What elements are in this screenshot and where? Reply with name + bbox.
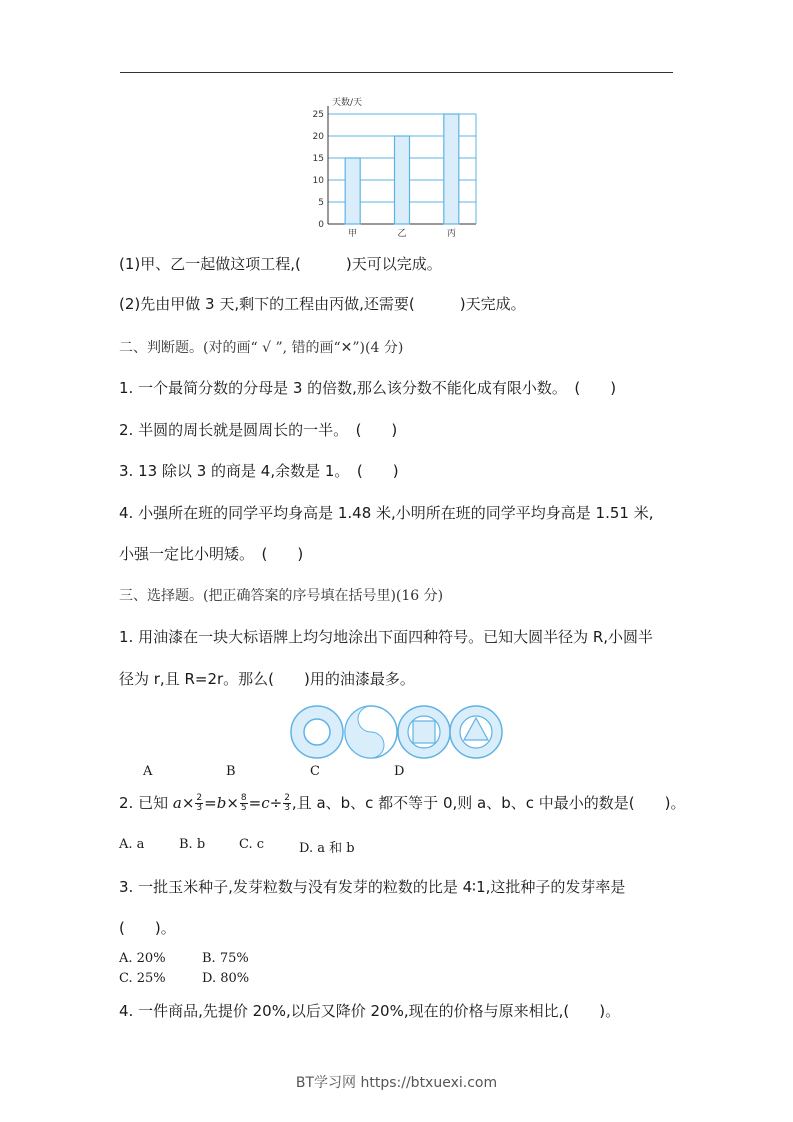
symbol-c <box>398 706 450 758</box>
fraction-numerator: 2 <box>284 793 290 803</box>
fraction-numerator: 8 <box>240 793 247 803</box>
judge-item-4: 4. 小强所在班的同学平均身高是 1.48 米,小明所在班的同学平均身高是 1.51 米, <box>119 504 654 522</box>
symbol-a <box>291 706 343 758</box>
section-3-title: 三、选择题。(把正确答案的序号填在括号里)(16 分) <box>119 588 444 604</box>
paint-symbols <box>285 701 507 763</box>
judge-item-3: 3. 13 除以 3 的商是 4,余数是 1。 ( ) <box>119 462 399 480</box>
symbol-b <box>345 706 397 758</box>
choice-q1-line1: 1. 用油漆在一块大标语牌上均匀地涂出下面四种符号。已知大圆半径为 R,小圆半 <box>119 628 654 646</box>
fraction-2-3 <box>195 794 203 813</box>
fraction-2-3b <box>283 794 291 813</box>
bar <box>444 114 459 224</box>
q3-choice-a: A. 20% <box>119 951 166 966</box>
q2-choice-b: B. b <box>179 837 206 852</box>
q3-choice-c: C. 25% <box>119 971 166 986</box>
var-b: b <box>216 794 227 812</box>
choice-q2-prefix: 2. 已知 <box>119 794 173 812</box>
chart-bars <box>345 114 459 224</box>
question-1-1: (1)甲、乙一起做这项工程,( )天可以完成。 <box>119 255 442 273</box>
y-tick-label: 15 <box>312 154 324 164</box>
choice-q2-suffix: ,且 a、b、c 都不等于 0,则 a、b、c 中最小的数是( )。 <box>291 794 686 812</box>
y-tick-label: 25 <box>312 110 324 120</box>
bar-chart <box>300 92 500 244</box>
symbol-label-c: C <box>310 764 320 779</box>
symbol-d <box>450 706 502 758</box>
y-tick-label: 10 <box>312 176 324 186</box>
judge-item-2: 2. 半圆的周长就是圆周长的一半。 ( ) <box>119 421 398 439</box>
equals-sign-2: = <box>248 794 262 812</box>
choice-q1-line2: 径为 r,且 R=2r。那么( )用的油漆最多。 <box>119 670 415 688</box>
var-a: a <box>172 794 182 812</box>
symbol-label-a: A <box>143 764 153 779</box>
fraction-numerator: 2 <box>196 793 203 803</box>
chart-y-label: 天数/天 <box>332 98 363 108</box>
fraction-denominator: 5 <box>240 803 247 813</box>
q2-choice-d: D. a 和 b <box>299 841 355 856</box>
fraction-denominator: 3 <box>284 803 290 813</box>
header-rule <box>120 72 673 73</box>
y-tick-label: 0 <box>318 220 324 230</box>
choice-q3-line2: ( )。 <box>119 919 176 937</box>
q3-choice-d: D. 80% <box>202 971 250 986</box>
section-2-title: 二、判断题。(对的画“ √ ”, 错的画“✕”)(4 分) <box>119 340 404 356</box>
symbol-label-d: D <box>394 764 405 779</box>
symbol-label-b: B <box>226 764 236 779</box>
bar <box>345 158 360 224</box>
q2-choice-c: C. c <box>239 837 265 852</box>
divide-sign: ÷ <box>269 794 283 812</box>
choice-q3-line1: 3. 一批玉米种子,发芽粒数与没有发芽的粒数的比是 4∶1,这批种子的发芽率是 <box>119 878 626 896</box>
times-sign-2: × <box>226 794 239 812</box>
x-tick-label: 乙 <box>397 229 407 239</box>
equals-sign-1: = <box>204 794 217 812</box>
chart-x-ticks <box>348 228 456 239</box>
chart-y-ticks <box>313 110 325 230</box>
fraction-8-5 <box>240 794 248 813</box>
judge-item-1: 1. 一个最简分数的分母是 3 的倍数,那么该分数不能化成有限小数。 ( ) <box>119 379 617 397</box>
y-tick-label: 5 <box>318 198 324 208</box>
times-sign-1: × <box>181 794 195 812</box>
var-c: c <box>261 794 270 812</box>
x-tick-label: 甲 <box>348 229 358 239</box>
choice-q2 <box>119 793 685 813</box>
question-1-2: (2)先由甲做 3 天,剩下的工程由丙做,还需要( )天完成。 <box>119 295 526 313</box>
bar <box>395 136 410 224</box>
judge-item-4-cont: 小强一定比小明矮。 ( ) <box>119 545 304 563</box>
q3-choice-b: B. 75% <box>202 951 249 966</box>
footer-watermark: BT学习网 https://btxuexi.com <box>295 1075 498 1091</box>
choice-q4: 4. 一件商品,先提价 20%,以后又降价 20%,现在的价格与原来相比,( )。 <box>119 1002 621 1020</box>
q2-choice-a: A. a <box>119 837 145 852</box>
x-tick-label: 丙 <box>446 229 456 239</box>
fraction-denominator: 3 <box>196 803 203 813</box>
y-tick-label: 20 <box>312 132 324 142</box>
